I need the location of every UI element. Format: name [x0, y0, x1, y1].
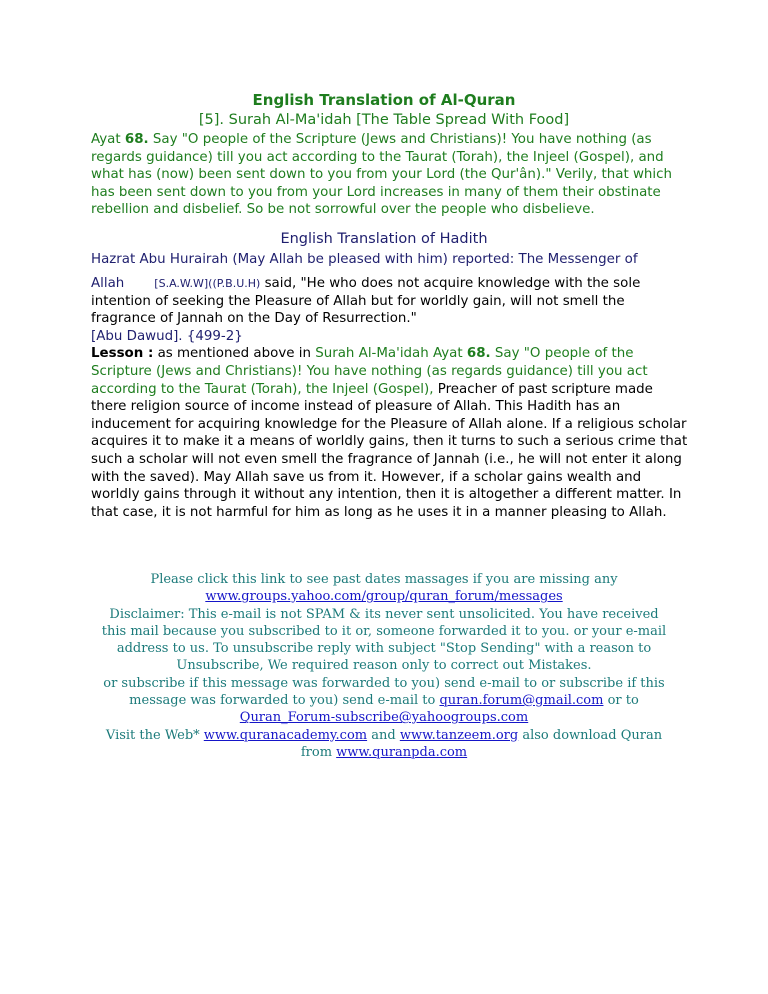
hadith-title: English Translation of Hadith: [280, 231, 488, 247]
lesson-ayat-number: 68.: [466, 346, 491, 362]
footer-subscribe: [96, 675, 672, 727]
lesson-quote: Say "O people of the Scripture (Jews and Christians)! You have nothing (as regards guidance) till you act according to the Taurat (Torah), the Injeel (Gospel),: [91, 346, 648, 397]
ayat-text: Say "O people of the Scripture (Jews and Christians)! You have nothing (as regards guidance) till you act according to the Taurat (Torah), the Injeel (Gospel), and what has (now) been sent down to you from your Lord (the Qur'ân)." Verily, that which has been sent down to you from your Lord increases in many of them their obstinate rebellion and disbelief. So be not sorrowful over the people who disbelieve.: [91, 132, 672, 218]
footer-disclaimer: Disclaimer: This e-mail is not SPAM & its never sent unsolicited. You have received this mail because you subscribed to it or, someone forwarded it to you. or your e-mail address to us. To unsubscribe reply with subject "Stop Sending" with a reason to Unsubscribe, We required reason only to correct out Mistakes.: [101, 606, 667, 674]
quranpda-link[interactable]: www.quranpda.com: [336, 744, 468, 760]
lesson-surah-ref: Surah Al-Ma'idah Ayat: [315, 346, 467, 362]
subscribe-link[interactable]: Quran_Forum-subscribe@yahoogroups.com: [239, 710, 529, 726]
hadith-allah: Allah: [91, 276, 125, 291]
footer-download-text: also download Quran from: [300, 727, 663, 760]
surah-subtitle: [5]. Surah Al-Ma'idah [The Table Spread With Food]: [198, 112, 570, 128]
lesson-label: Lesson :: [91, 346, 154, 362]
page-title: English Translation of Al-Quran: [252, 91, 516, 109]
email-link[interactable]: quran.forum@gmail.com: [439, 693, 604, 709]
tanzeem-link[interactable]: www.tanzeem.org: [399, 727, 519, 743]
quranacademy-link[interactable]: www.quranacademy.com: [203, 727, 368, 743]
ayat-paragraph: [91, 131, 691, 219]
footer-visit-text: Visit the Web*: [105, 727, 204, 743]
lesson-text: Preacher of past scripture made there religion source of income instead of pleasure of Allah. This Hadith has an inducement for acquiring knowledge for the Pleasure of Allah alone. If a religious scholar acquires it to make it a means of worldly gains, then it turns to such a serious crime that such a scholar will not even smell the fragrance of Jannah (i.e., he will not enter it along with the saved). May Allah save us from it. However, if a scholar gains wealth and worldly gains through it without any intention, then it is altogether a different matter. In that case, it is not harmful for him as long as he uses it in a manner pleasing to Allah.: [91, 381, 688, 520]
hadith-text: said, "He who does not acquire knowledge with the sole intention of seeking the Pleasure of Allah but for worldly gain, will not smell the fragrance of Jannah on the Day of Resurrection.": [91, 276, 641, 327]
hadith-line-1: Hazrat Abu Hurairah (May Allah be pleased with him) reported: The Messenger of: [91, 252, 638, 267]
footer-or-to: or to: [603, 693, 639, 709]
footer-subscribe-text: or subscribe if this message was forwarded to you) send e-mail to or subscribe if this message was forwarded to you) send e-mail to: [103, 675, 665, 709]
hadith-honorific: [S.A.W.W]((P.B.U.H): [154, 277, 261, 290]
footer-visit: [96, 727, 672, 762]
hadith-paragraph: [91, 275, 691, 521]
lesson-intro: as mentioned above in: [153, 346, 316, 362]
email-footer: [96, 571, 672, 761]
groups-messages-link[interactable]: www.groups.yahoo.com/group/quran_forum/messages: [205, 589, 563, 605]
hadith-reference: [Abu Dawud]. {499-2}: [91, 328, 243, 344]
footer-click-text: Please click this link to see past dates massages if you are missing any: [150, 572, 618, 587]
footer-and: and: [367, 727, 400, 743]
ayat-number: 68.: [124, 132, 149, 147]
ayat-prefix: Ayat: [91, 132, 125, 147]
